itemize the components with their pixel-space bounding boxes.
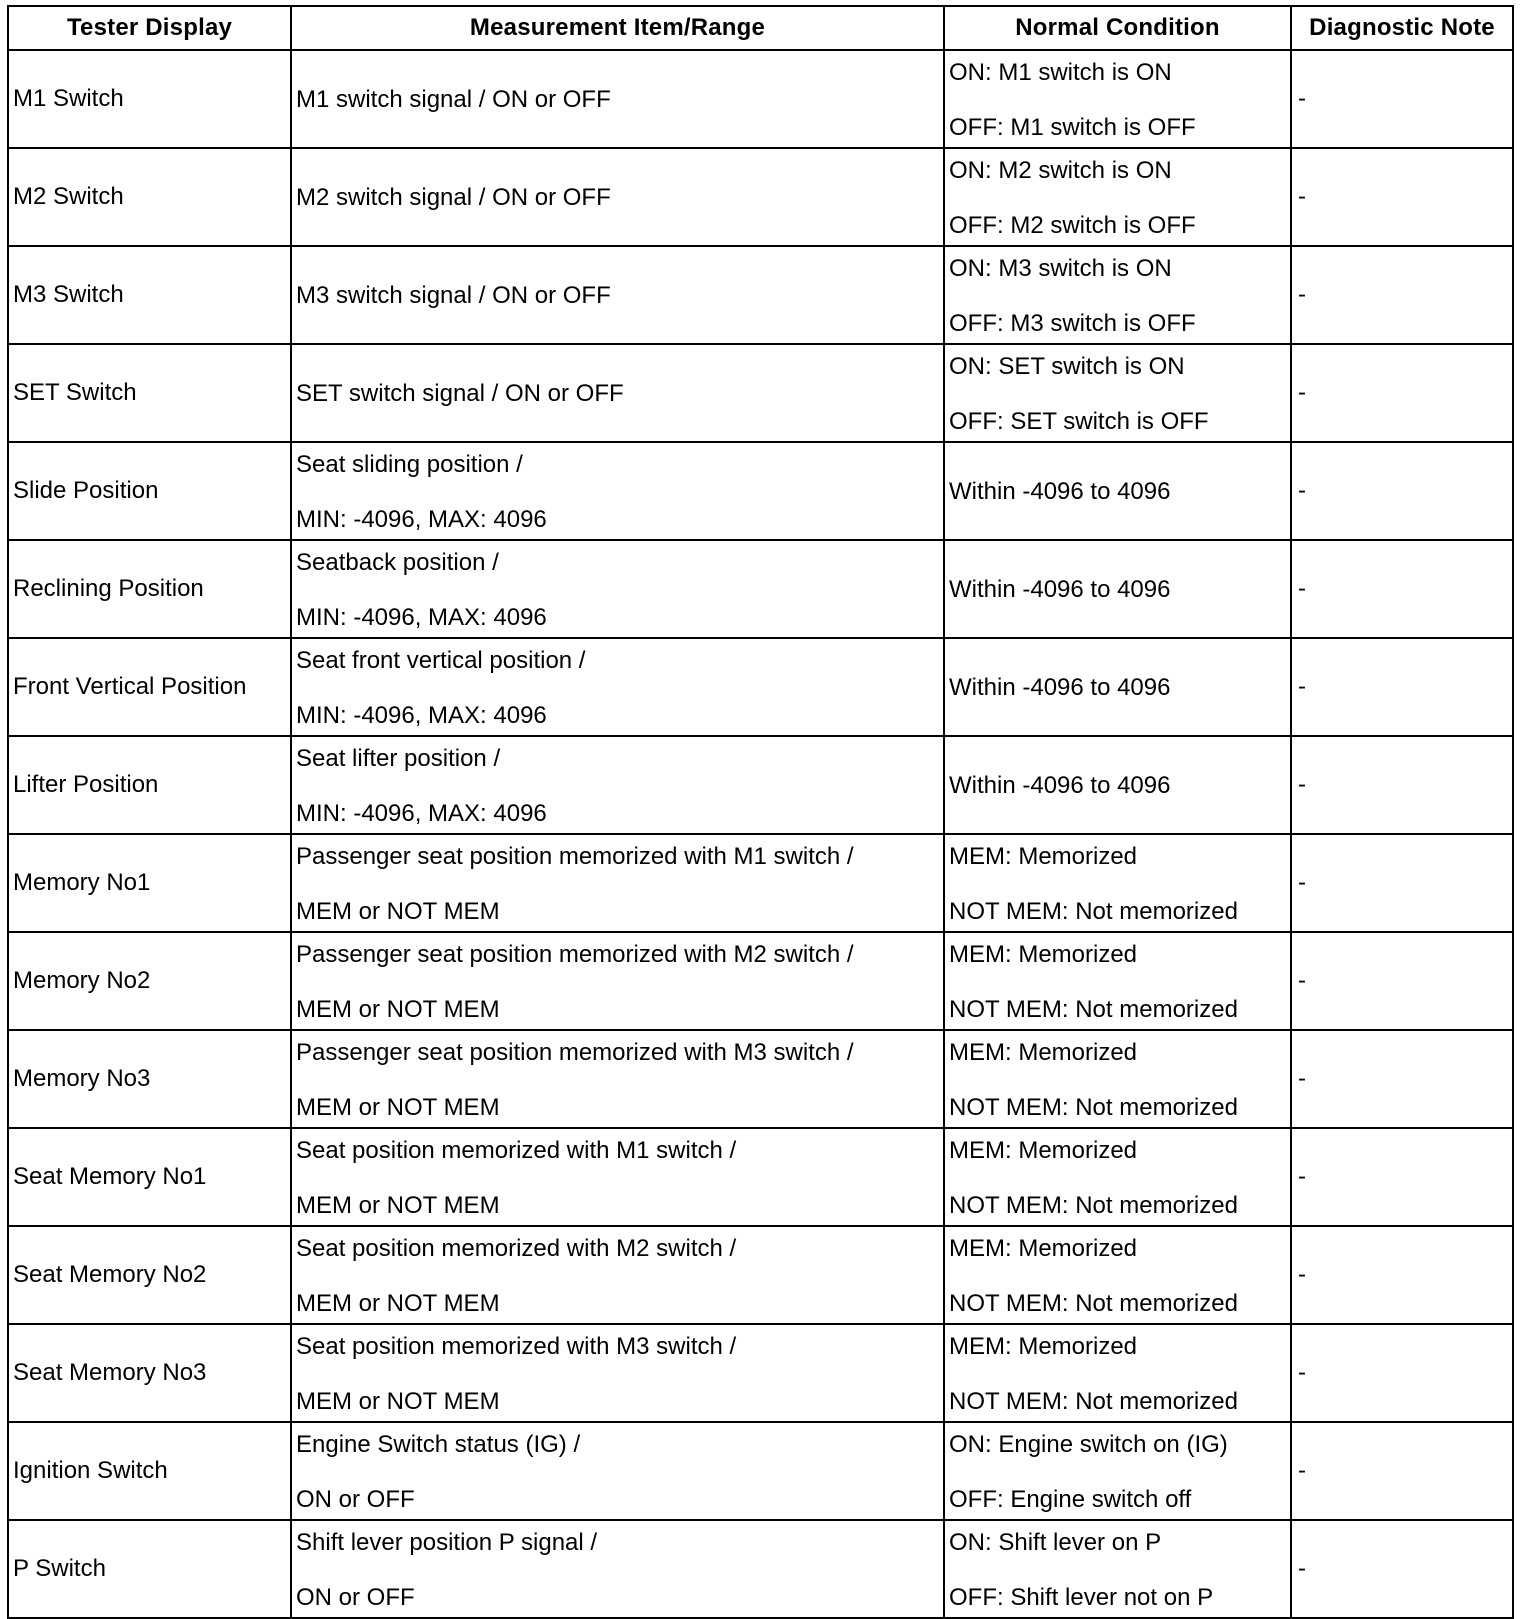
normal-condition-cell xyxy=(944,1128,1291,1226)
header-tester-display: Tester Display xyxy=(8,6,291,50)
measurement-line: Passenger seat position memorized with M2 switch / xyxy=(296,941,854,968)
tester-display-cell: M2 Switch xyxy=(8,148,291,246)
measurement-cell xyxy=(291,1030,944,1128)
measurement-line: Seat position memorized with M2 switch / xyxy=(296,1235,737,1262)
measurement-line: Seat lifter position / xyxy=(296,745,501,772)
measurement-line: Passenger seat position memorized with M3 switch / xyxy=(296,1039,854,1066)
measurement-line: ON or OFF xyxy=(296,1584,415,1611)
tester-display-cell: P Switch xyxy=(8,1520,291,1618)
header-normal-condition: Normal Condition xyxy=(944,6,1291,50)
normal-condition-line: MEM: Memorized xyxy=(949,843,1138,870)
normal-condition-line: MEM: Memorized xyxy=(949,1137,1138,1164)
measurement-line: Shift lever position P signal / xyxy=(296,1529,598,1556)
measurement-line: Seat sliding position / xyxy=(296,451,523,478)
measurement-cell xyxy=(291,638,944,736)
measurement-line: MEM or NOT MEM xyxy=(296,996,500,1023)
measurement-line: MIN: -4096, MAX: 4096 xyxy=(296,506,547,533)
header-diagnostic-note: Diagnostic Note xyxy=(1291,6,1513,50)
normal-condition-line: OFF: M3 switch is OFF xyxy=(949,310,1196,337)
table-row xyxy=(8,442,1513,540)
diagnostic-note-cell: - xyxy=(1291,50,1513,148)
normal-condition-line: OFF: M1 switch is OFF xyxy=(949,114,1196,141)
normal-condition-line: MEM: Memorized xyxy=(949,1039,1138,1066)
normal-condition-cell xyxy=(944,1226,1291,1324)
normal-condition-line: MEM: Memorized xyxy=(949,1235,1138,1262)
normal-condition-line: MEM: Memorized xyxy=(949,1333,1138,1360)
normal-condition-line: NOT MEM: Not memorized xyxy=(949,898,1238,925)
diagnostic-note-cell: - xyxy=(1291,1030,1513,1128)
tester-display-cell: Memory No1 xyxy=(8,834,291,932)
normal-condition-cell xyxy=(944,442,1291,540)
tester-display-cell: M3 Switch xyxy=(8,246,291,344)
normal-condition-line: NOT MEM: Not memorized xyxy=(949,996,1238,1023)
normal-condition-cell xyxy=(944,1422,1291,1520)
measurement-line: M1 switch signal / ON or OFF xyxy=(296,85,611,113)
table-row xyxy=(8,932,1513,1030)
normal-condition-cell xyxy=(944,932,1291,1030)
table-row xyxy=(8,1520,1513,1618)
normal-condition-cell xyxy=(944,344,1291,442)
normal-condition-cell xyxy=(944,1324,1291,1422)
tester-display-cell: Front Vertical Position xyxy=(8,638,291,736)
diagnostic-note-cell: - xyxy=(1291,932,1513,1030)
measurement-cell xyxy=(291,1226,944,1324)
tester-display-cell: Slide Position xyxy=(8,442,291,540)
data-list-table-container xyxy=(7,5,1514,1619)
tester-display-cell: Ignition Switch xyxy=(8,1422,291,1520)
normal-condition-cell xyxy=(944,1520,1291,1618)
header-row xyxy=(8,6,1513,50)
table-row xyxy=(8,638,1513,736)
measurement-cell xyxy=(291,344,944,442)
normal-condition-line: OFF: Shift lever not on P xyxy=(949,1584,1214,1611)
table-row xyxy=(8,834,1513,932)
measurement-line: Engine Switch status (IG) / xyxy=(296,1431,581,1458)
measurement-line: MEM or NOT MEM xyxy=(296,1094,500,1121)
table-row xyxy=(8,1226,1513,1324)
table-row xyxy=(8,246,1513,344)
measurement-line: M2 switch signal / ON or OFF xyxy=(296,183,611,211)
table-row xyxy=(8,1324,1513,1422)
measurement-cell xyxy=(291,1520,944,1618)
diagnostic-note-cell: - xyxy=(1291,148,1513,246)
measurement-line: MIN: -4096, MAX: 4096 xyxy=(296,800,547,827)
measurement-line: MEM or NOT MEM xyxy=(296,1290,500,1317)
normal-condition-line: OFF: M2 switch is OFF xyxy=(949,212,1196,239)
measurement-cell xyxy=(291,540,944,638)
normal-condition-cell xyxy=(944,1030,1291,1128)
measurement-cell xyxy=(291,736,944,834)
normal-condition-cell xyxy=(944,834,1291,932)
measurement-cell xyxy=(291,932,944,1030)
table-row xyxy=(8,1422,1513,1520)
measurement-line: SET switch signal / ON or OFF xyxy=(296,379,624,407)
normal-condition-line: ON: SET switch is ON xyxy=(949,353,1185,380)
measurement-cell xyxy=(291,50,944,148)
table-row xyxy=(8,1128,1513,1226)
normal-condition-cell xyxy=(944,638,1291,736)
measurement-line: MIN: -4096, MAX: 4096 xyxy=(296,604,547,631)
normal-condition-line: Within -4096 to 4096 xyxy=(949,771,1171,799)
measurement-line: Seat position memorized with M1 switch / xyxy=(296,1137,737,1164)
measurement-cell xyxy=(291,148,944,246)
measurement-line: MEM or NOT MEM xyxy=(296,1388,500,1415)
measurement-cell xyxy=(291,246,944,344)
tester-display-cell: Memory No3 xyxy=(8,1030,291,1128)
header-measurement-item-range: Measurement Item/Range xyxy=(291,6,944,50)
normal-condition-line: ON: M3 switch is ON xyxy=(949,255,1172,282)
normal-condition-cell xyxy=(944,148,1291,246)
measurement-line: MIN: -4096, MAX: 4096 xyxy=(296,702,547,729)
diagnostic-note-cell: - xyxy=(1291,1324,1513,1422)
table-row xyxy=(8,344,1513,442)
measurement-cell xyxy=(291,1422,944,1520)
normal-condition-line: Within -4096 to 4096 xyxy=(949,575,1171,603)
diagnostic-note-cell: - xyxy=(1291,1128,1513,1226)
tester-display-cell: Seat Memory No2 xyxy=(8,1226,291,1324)
table-row xyxy=(8,50,1513,148)
measurement-cell xyxy=(291,1128,944,1226)
normal-condition-line: ON: M2 switch is ON xyxy=(949,157,1172,184)
measurement-line: Seatback position / xyxy=(296,549,499,576)
table-row xyxy=(8,1030,1513,1128)
tester-display-cell: Memory No2 xyxy=(8,932,291,1030)
table-row xyxy=(8,148,1513,246)
normal-condition-line: Within -4096 to 4096 xyxy=(949,673,1171,701)
diagnostic-note-cell: - xyxy=(1291,1226,1513,1324)
normal-condition-line: NOT MEM: Not memorized xyxy=(949,1290,1238,1317)
normal-condition-line: ON: Engine switch on (IG) xyxy=(949,1431,1228,1458)
normal-condition-line: MEM: Memorized xyxy=(949,941,1138,968)
measurement-line: Seat position memorized with M3 switch / xyxy=(296,1333,737,1360)
measurement-line: MEM or NOT MEM xyxy=(296,898,500,925)
measurement-line: MEM or NOT MEM xyxy=(296,1192,500,1219)
table-body xyxy=(8,50,1513,1618)
normal-condition-cell xyxy=(944,50,1291,148)
tester-display-cell: Reclining Position xyxy=(8,540,291,638)
tester-display-cell: SET Switch xyxy=(8,344,291,442)
measurement-line: ON or OFF xyxy=(296,1486,415,1513)
normal-condition-cell xyxy=(944,540,1291,638)
normal-condition-line: ON: Shift lever on P xyxy=(949,1529,1162,1556)
table-row xyxy=(8,540,1513,638)
normal-condition-line: OFF: SET switch is OFF xyxy=(949,408,1209,435)
normal-condition-cell xyxy=(944,736,1291,834)
tester-display-cell: M1 Switch xyxy=(8,50,291,148)
normal-condition-line: NOT MEM: Not memorized xyxy=(949,1094,1238,1121)
measurement-cell xyxy=(291,834,944,932)
diagnostic-note-cell: - xyxy=(1291,834,1513,932)
data-list-table xyxy=(7,5,1514,1619)
measurement-line: Passenger seat position memorized with M1 switch / xyxy=(296,843,854,870)
diagnostic-note-cell: - xyxy=(1291,736,1513,834)
tester-display-cell: Lifter Position xyxy=(8,736,291,834)
tester-display-cell: Seat Memory No3 xyxy=(8,1324,291,1422)
diagnostic-note-cell: - xyxy=(1291,1520,1513,1618)
diagnostic-note-cell: - xyxy=(1291,1422,1513,1520)
normal-condition-cell xyxy=(944,246,1291,344)
diagnostic-note-cell: - xyxy=(1291,540,1513,638)
measurement-cell xyxy=(291,1324,944,1422)
normal-condition-line: NOT MEM: Not memorized xyxy=(949,1192,1238,1219)
normal-condition-line: Within -4096 to 4096 xyxy=(949,477,1171,505)
diagnostic-note-cell: - xyxy=(1291,442,1513,540)
normal-condition-line: NOT MEM: Not memorized xyxy=(949,1388,1238,1415)
measurement-line: Seat front vertical position / xyxy=(296,647,586,674)
diagnostic-note-cell: - xyxy=(1291,638,1513,736)
normal-condition-line: OFF: Engine switch off xyxy=(949,1486,1192,1513)
diagnostic-note-cell: - xyxy=(1291,344,1513,442)
measurement-line: M3 switch signal / ON or OFF xyxy=(296,281,611,309)
measurement-cell xyxy=(291,442,944,540)
diagnostic-note-cell: - xyxy=(1291,246,1513,344)
table-header xyxy=(8,6,1513,50)
normal-condition-line: ON: M1 switch is ON xyxy=(949,59,1172,86)
tester-display-cell: Seat Memory No1 xyxy=(8,1128,291,1226)
table-row xyxy=(8,736,1513,834)
